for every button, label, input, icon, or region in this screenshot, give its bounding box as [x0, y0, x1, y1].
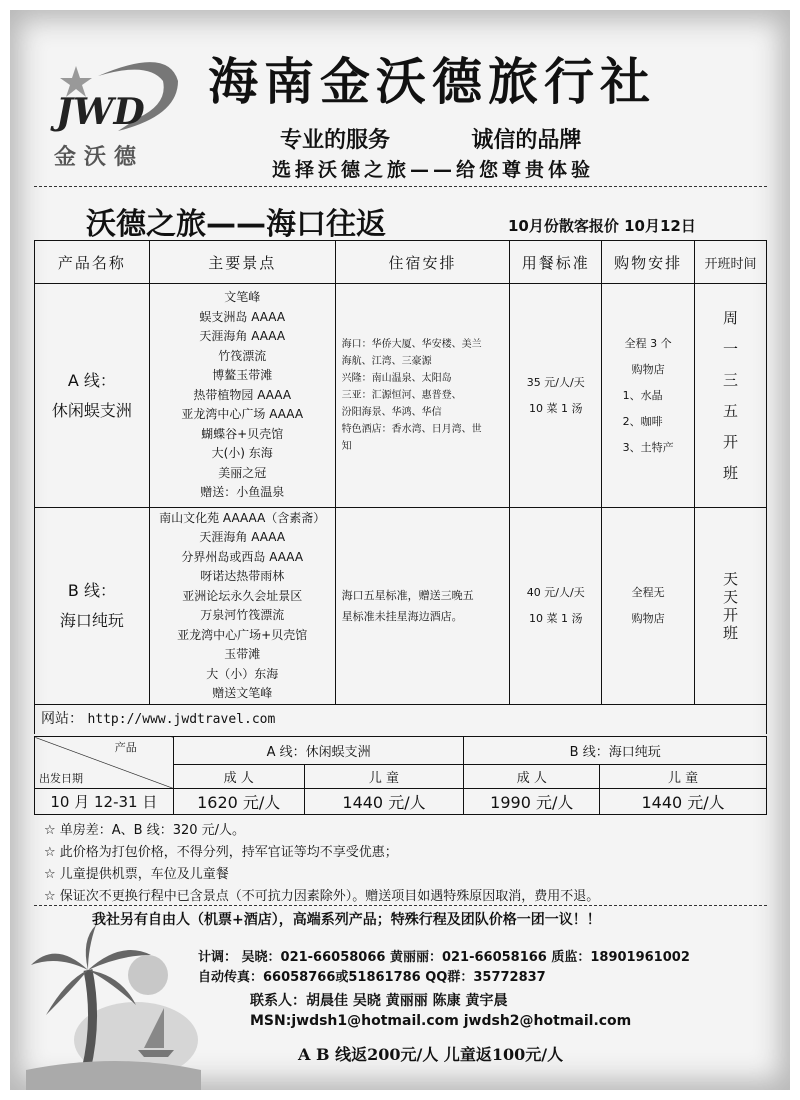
- spot: 竹筏漂流: [218, 348, 267, 363]
- header-spots: 主要景点: [149, 241, 335, 284]
- contact-line2: 自动传真：66058766或51861786 QQ群：35772837: [198, 970, 546, 985]
- spot: 天涯海角 AAAA: [199, 329, 286, 344]
- spot: 玉带滩: [224, 647, 261, 661]
- spot: 蜈支洲岛 AAAA: [199, 309, 286, 324]
- line-b-name: 海口纯玩: [59, 611, 124, 630]
- line-a-name: 休闲蜈支洲: [51, 400, 132, 420]
- meal-price: 40 元/人/天: [526, 586, 585, 599]
- hotel-line: 知: [341, 441, 352, 452]
- departure-dates: 10 月 12-31 日: [35, 789, 174, 815]
- shop-item: 2、咖啡: [622, 414, 663, 428]
- note-item: ☆ 保证次不更换行程中已含景点（不可抗力因素除外）。赠送项目如遇特殊原因取消，费用不退。: [44, 889, 600, 904]
- schedule-char: 一: [723, 339, 739, 358]
- spot: 文笔峰: [224, 290, 261, 305]
- note-item: ☆ 单房差：A、B 线：320 元/人。: [44, 823, 246, 838]
- line-a-name-cell: [35, 284, 150, 508]
- meal-price: 35 元/人/天: [526, 375, 585, 389]
- table-row-line-b: [35, 508, 767, 705]
- b-child-price: 1440 元/人: [600, 789, 767, 815]
- line-b-code: B 线：: [67, 581, 116, 600]
- divider: [34, 905, 767, 906]
- company-logo: [28, 26, 188, 176]
- b-adult-price: 1990 元/人: [464, 789, 600, 815]
- meal-standard: 10 菜 1 汤: [529, 612, 583, 625]
- header-meal: 用餐标准: [510, 241, 602, 284]
- website-label: 网站：: [41, 711, 83, 727]
- schedule-char: 周: [723, 308, 739, 327]
- schedule-char: 班: [723, 463, 739, 482]
- line-b-meal: [510, 508, 602, 705]
- spot: 亚龙湾中心广场+贝壳馆: [177, 627, 308, 642]
- logo-chinese: 金沃德: [54, 145, 145, 170]
- shop-item: 3、土特产: [622, 440, 674, 454]
- msn-contacts: MSN:jwdsh1@hotmail.com jwdsh2@hotmail.com: [250, 1013, 632, 1029]
- hotel-line: 星标准未挂星海边酒店。: [341, 610, 463, 623]
- palm-tree-icon: [26, 920, 201, 1090]
- a-adult-label: 成 人: [173, 765, 304, 789]
- shop-line: 全程无: [631, 586, 665, 599]
- hotel-line: 兴隆：南山温泉、太阳岛: [341, 373, 452, 384]
- table-header-row: [35, 241, 767, 284]
- schedule-char: 天: [723, 588, 739, 606]
- line-b-shopping: [602, 508, 695, 705]
- hotel-line: 三亚：汇源恒河、惠普登、: [341, 390, 462, 401]
- schedule-char: 开: [723, 432, 739, 451]
- b-child-label: 儿 童: [600, 765, 767, 789]
- spot: 呀诺达热带雨林: [200, 569, 285, 583]
- spot: 亚龙湾中心广场 AAAA: [181, 407, 304, 422]
- logo-letters: JWD: [56, 91, 145, 133]
- meal-standard: 10 菜 1 汤: [529, 401, 583, 415]
- note-item: ☆ 此价格为打包价格，不得分列，持军官证等均不享受优惠；: [44, 845, 398, 860]
- line-a-shopping: [602, 284, 695, 508]
- spot: 美丽之冠: [218, 465, 267, 480]
- line-a-hotel: [335, 284, 510, 508]
- divider: [34, 186, 767, 187]
- slogan-line2: 选择沃德之旅——给您尊贵体验: [272, 159, 595, 181]
- company-name: 海南金沃德旅行社: [208, 53, 656, 111]
- price-header-row: [35, 737, 767, 765]
- line-a-schedule: [695, 284, 767, 508]
- schedule-char: 五: [723, 401, 739, 420]
- schedule-char: 开: [723, 606, 739, 624]
- spot: 蝴蝶谷+贝壳馆: [201, 426, 284, 441]
- slogan-service: 专业的服务: [280, 128, 391, 153]
- a-adult-price: 1620 元/人: [173, 789, 304, 815]
- shop-item: 1、水晶: [622, 388, 663, 402]
- line-b-spots: [149, 508, 335, 705]
- price-table: [34, 736, 767, 815]
- note-item: ☆ 儿童提供机票，车位及儿童餐: [44, 867, 229, 882]
- spot: 博鳌玉带滩: [212, 368, 273, 383]
- header-hotel: 住宿安排: [335, 241, 510, 284]
- itinerary-table: [34, 240, 767, 705]
- price-line-a-header: A 线：休闲蜈支洲: [173, 737, 464, 765]
- shop-line: 全程 3 个: [624, 336, 672, 350]
- spot: 万泉河竹筏漂流: [200, 608, 285, 622]
- line-b-name-cell: [35, 508, 150, 705]
- slogan-line1: [280, 123, 581, 154]
- spot: 亚洲论坛永久会址景区: [182, 588, 303, 603]
- b-adult-label: 成 人: [464, 765, 600, 789]
- line-a-meal: [510, 284, 602, 508]
- spot: 天涯海角 AAAA: [199, 530, 286, 544]
- contact-line1: 计调： 吴晓：021-66058066 黄丽丽：021-66058166 质监：18901961002: [198, 950, 690, 965]
- hotel-line: 汾阳海景、华鸿、华信: [341, 407, 442, 418]
- website-link[interactable]: http://www.jwdtravel.com: [87, 712, 276, 727]
- spot: 赠送文笔峰: [212, 686, 273, 700]
- date-label: 出发日期: [39, 772, 83, 785]
- header-shopping: 购物安排: [602, 241, 695, 284]
- hotel-line: 海口五星标准，赠送三晚五: [341, 589, 474, 602]
- table-row-line-a: [35, 284, 767, 508]
- header-product: 产品名称: [35, 241, 150, 284]
- slogan-brand: 诚信的品牌: [471, 128, 582, 153]
- a-child-label: 儿 童: [304, 765, 464, 789]
- spot: 分界州岛或西岛 AAAA: [181, 549, 304, 564]
- spot: 赠送：小鱼温泉: [200, 485, 285, 500]
- line-a-spots: [149, 284, 335, 508]
- hotel-line: 特色酒店：香水湾、日月湾、世: [341, 424, 482, 435]
- shop-line: 购物店: [631, 612, 665, 625]
- palm-tree-illustration: [26, 920, 201, 1090]
- hotel-line: 海航、江湾、三豪源: [341, 356, 432, 367]
- website-row: [34, 704, 767, 734]
- price-values-row: [35, 789, 767, 815]
- line-b-schedule: [695, 508, 767, 705]
- schedule-char: 天: [723, 570, 739, 588]
- spot: 大（小）东海: [206, 666, 279, 681]
- extra-products-note: 我社另有自由人（机票+酒店），高端系列产品；特殊行程及团队价格一团一议！！: [92, 912, 601, 928]
- line-b-hotel: [335, 508, 510, 705]
- product-label: 产品: [114, 741, 137, 754]
- notes-list: [44, 820, 599, 908]
- quote-date: 10月份散客报价 10月12日: [508, 217, 696, 235]
- route-title: 沃德之旅——海口往返: [86, 207, 386, 242]
- schedule-char: 三: [723, 370, 739, 389]
- shop-list: [623, 383, 674, 461]
- header-schedule: 开班时间: [695, 241, 767, 284]
- rebate-info: A B 线返200元/人 儿童返100元/人: [298, 1045, 564, 1064]
- spot: 热带植物园 AAAA: [193, 387, 292, 402]
- spot: 南山文化苑 AAAAA（含素斋）: [159, 510, 326, 525]
- spot: 大(小) 东海: [211, 446, 273, 461]
- line-a-code: A 线：: [67, 370, 116, 390]
- shop-line: 购物店: [631, 362, 665, 376]
- schedule-char: 班: [723, 624, 739, 642]
- a-child-price: 1440 元/人: [304, 789, 464, 815]
- price-corner-cell: [35, 737, 174, 789]
- hotel-line: 海口：华侨大厦、华安楼、美兰: [341, 339, 482, 350]
- contact-persons: 联系人：胡晨佳 吴晓 黄丽丽 陈康 黄宇晨: [250, 993, 508, 1009]
- price-line-b-header: B 线：海口纯玩: [464, 737, 767, 765]
